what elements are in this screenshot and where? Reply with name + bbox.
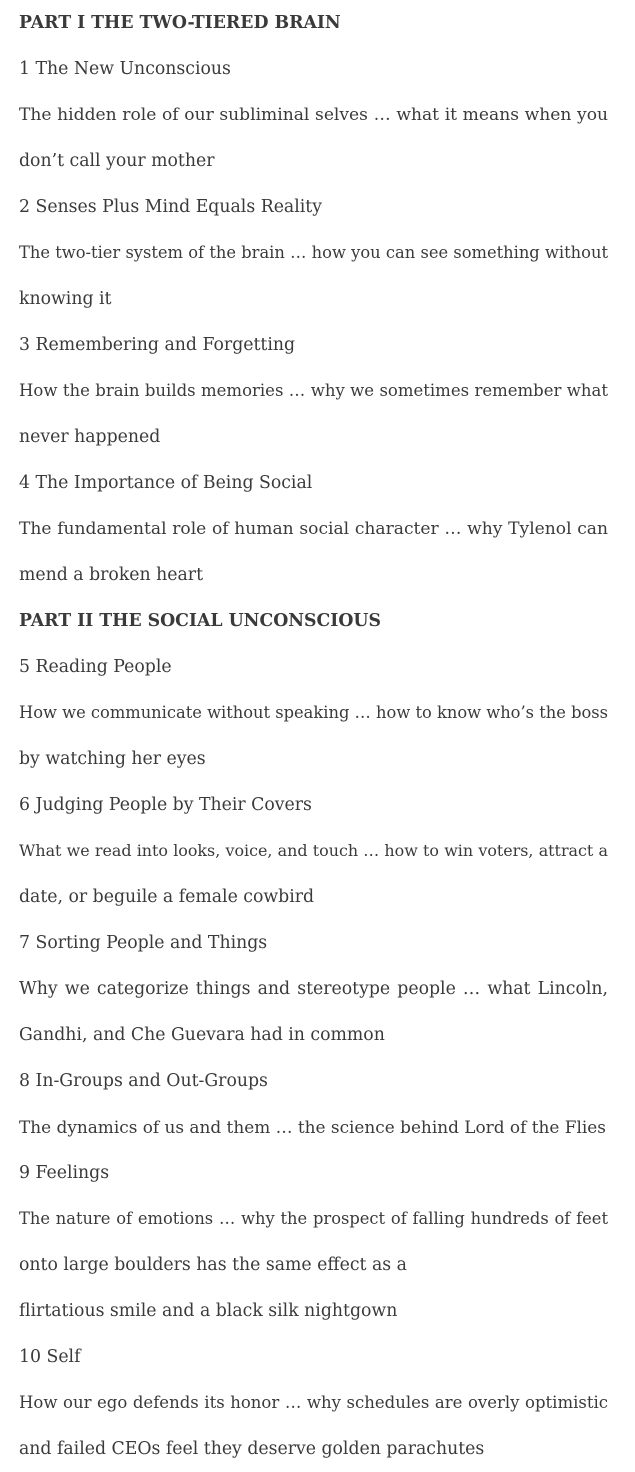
chapter-title: 2 Senses Plus Mind Equals Reality [19,197,322,217]
chapter-title: 10 Self [19,1347,81,1367]
table-of-contents [19,0,608,1472]
chapter-title: 9 Feelings [19,1163,110,1183]
chapter-description: The dynamics of us and them … the science behind Lord of the Flies [19,1117,606,1137]
chapter-title: 1 The New Unconscious [19,59,231,79]
chapter-title: 3 Remembering and Forgetting [19,335,296,355]
chapter-title: 4 The Importance of Being Social [19,473,313,493]
chapter-title: 6 Judging People by Their Covers [19,795,312,815]
chapter-description: The nature of emotions … why the prospect of falling hundreds of feet [19,1209,608,1228]
part-heading: PART II THE SOCIAL UNCONSCIOUS [19,611,381,631]
chapter-description: How our ego defends its honor … why schedules are overly optimistic [19,1393,608,1412]
chapter-description: and failed CEOs feel they deserve golden parachutes [19,1439,485,1459]
chapter-description: Why we categorize things and stereotype people … what Lincoln, [19,979,608,999]
chapter-description: date, or beguile a female cowbird [19,887,315,907]
chapter-title: 8 In-Groups and Out-Groups [19,1071,268,1091]
chapter-description: don’t call your mother [19,151,215,171]
chapter-description: How the brain builds memories … why we sometimes remember what [19,381,608,400]
part-heading: PART I THE TWO-TIERED BRAIN [19,13,341,33]
chapter-description: What we read into looks, voice, and touch … how to win voters, attract a [19,841,608,860]
chapter-description: mend a broken heart [19,565,204,585]
chapter-description: The two-tier system of the brain … how you can see something without [19,243,608,262]
chapter-description: The fundamental role of human social character … why Tylenol can [19,519,608,539]
chapter-description: by watching her eyes [19,749,206,769]
chapter-description: onto large boulders has the same effect as a [19,1255,407,1275]
chapter-description: Gandhi, and Che Guevara had in common [19,1025,385,1045]
chapter-description: never happened [19,427,161,447]
chapter-title: 5 Reading People [19,657,172,677]
chapter-description: flirtatious smile and a black silk nightgown [19,1301,398,1321]
chapter-description: knowing it [19,289,112,309]
chapter-description: The hidden role of our subliminal selves … what it means when you [19,105,608,125]
chapter-title: 7 Sorting People and Things [19,933,268,953]
chapter-description: How we communicate without speaking … how to know who’s the boss [19,703,608,722]
